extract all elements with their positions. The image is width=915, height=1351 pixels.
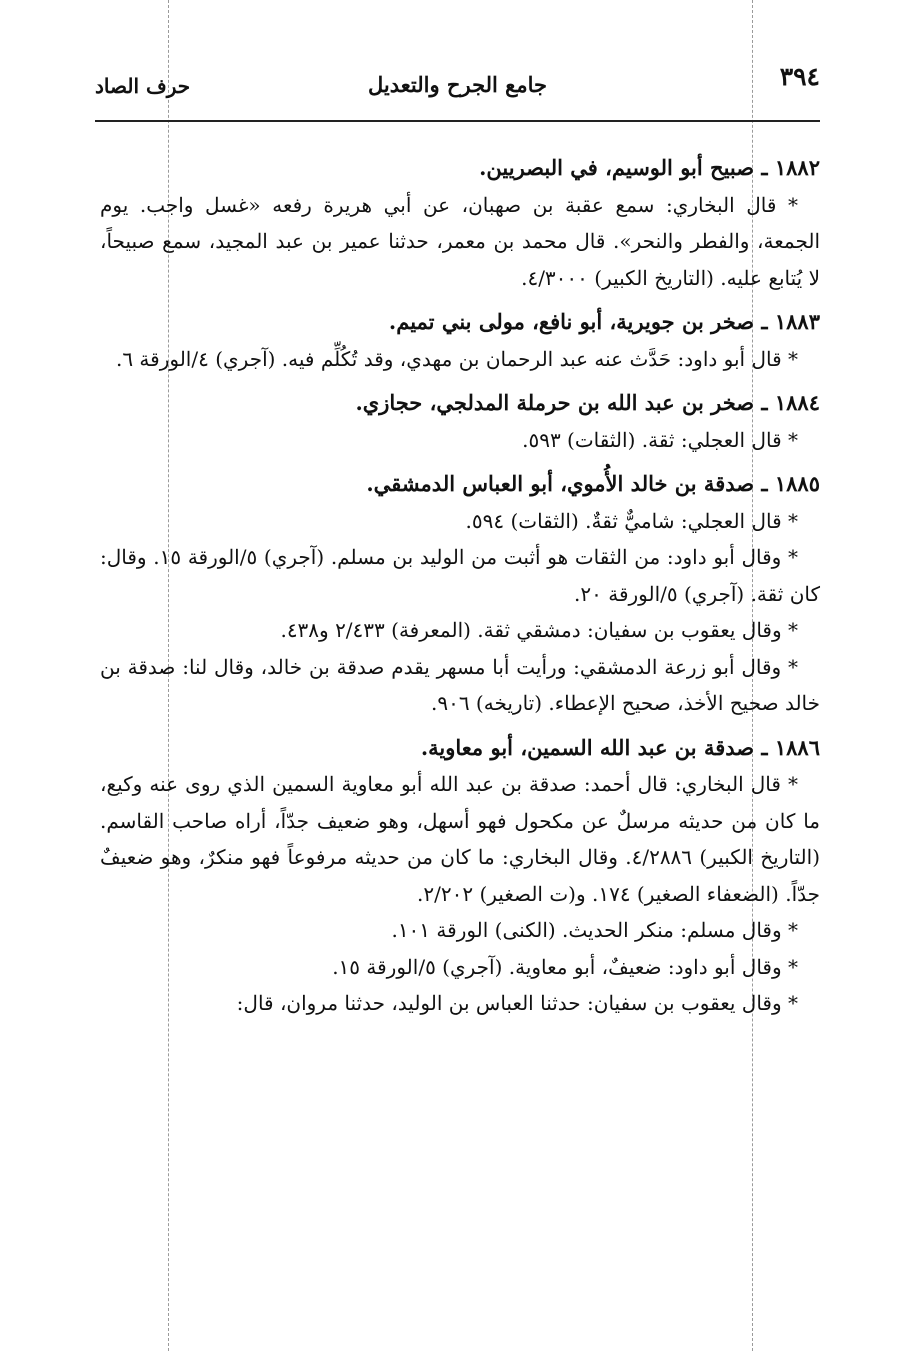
running-header (95, 62, 820, 120)
entry-title: ١٨٨٤ ـ صخر بن عبد الله بن حرملة المدلجي، حجازي. (355, 390, 820, 415)
entry-1886 (100, 730, 820, 1022)
entry-1884 (100, 385, 820, 458)
entry-paragraph: * وقال يعقوب بن سفيان: حدثنا العباس بن الوليد، حدثنا مروان، قال: (236, 991, 798, 1015)
entry-paragraph: * وقال أبو داود: ضعيفٌ، أبو معاوية. (آجري) ٥/الورقة ١٥. (332, 954, 798, 979)
entry-paragraph: * وقال أبو زرعة الدمشقي: ورأيت أبا مسهر يقدم صدقة بن خالد، وقال لنا: صدقة بن خالد صحيح الأخذ، صحيح الإعطاء. (تاريخه) ٩٠٦. (100, 654, 820, 715)
entry-paragraph: * قال العجلي: شاميٌّ ثقةٌ. (الثقات) ٥٩٤. (465, 508, 798, 533)
entry-paragraph: * وقال يعقوب بن سفيان: دمشقي ثقة. (المعرفة) ٢/٤٣٣ و٤٣٨. (280, 618, 798, 642)
entry-title: ١٨٨٢ ـ صبيح أبو الوسيم، في البصريين. (479, 155, 820, 180)
entry-1885 (100, 466, 820, 722)
entry-paragraph: * قال البخاري: قال أحمد: صدقة بن عبد الله أبو معاوية السمين الذي روى عنه وكيع، ما كان من حديثه مرسلٌ عن مكحول فهو أسهل، وهو ضعيف جدّاً، أراه صاحب القاسم. (التاريخ الكبير) ٤/٢٨٨٦. وقال البخاري: ما كان من حديثه مرفوعاً فهو منكرٌ، وهو ضعيفٌ جدّاً. (الضعفاء الصغير) ١٧٤. و(ت الصغير) ٢/٢٠٢. (100, 772, 820, 906)
page-number: ٣٩٤ (779, 62, 820, 91)
entry-title: ١٨٨٦ ـ صدقة بن عبد الله السمين، أبو معاوية. (420, 734, 820, 760)
entry-paragraph: * قال أبو داود: حَدَّث عنه عبد الرحمان بن مهدي، وقد تُكُلِّم فيه. (آجري) ٤/الورقة ٦. (115, 346, 798, 371)
header-rule (95, 120, 820, 122)
entry-1883 (100, 304, 820, 377)
entry-paragraph: * قال البخاري: سمع عقبة بن صهبان، عن أبي هريرة رفعه «غسل واجب. يوم الجمعة، والفطر والنحر». قال محمد بن معمر، حدثنا عمير بن عبد المجيد، سمع صبيحاً، لا يُتابع عليه. (التاريخ الكبير) ٤/٣٠٠٠. (100, 192, 820, 290)
entry-title: ١٨٨٣ ـ صخر بن جويرية، أبو نافع، مولى بني تميم. (388, 309, 820, 334)
book-title: جامع الجرح والتعديل (368, 72, 547, 97)
page-body (100, 150, 820, 1030)
section-title: حرف الصاد (95, 74, 191, 98)
entry-paragraph: * وقال مسلم: منكر الحديث. (الكنى) الورقة ١٠١. (391, 918, 798, 942)
entry-paragraph: * قال العجلي: ثقة. (الثقات) ٥٩٣. (522, 427, 798, 452)
entry-paragraph: * وقال أبو داود: من الثقات هو أثبت من الوليد بن مسلم. (آجري) ٥/الورقة ١٥. وقال: كان ثقة. (آجري) ٥/الورقة ٢٠. (100, 545, 820, 606)
entry-1882 (100, 150, 820, 296)
entry-title: ١٨٨٥ ـ صدقة بن خالد الأُموي، أبو العباس الدمشقي. (366, 471, 820, 496)
